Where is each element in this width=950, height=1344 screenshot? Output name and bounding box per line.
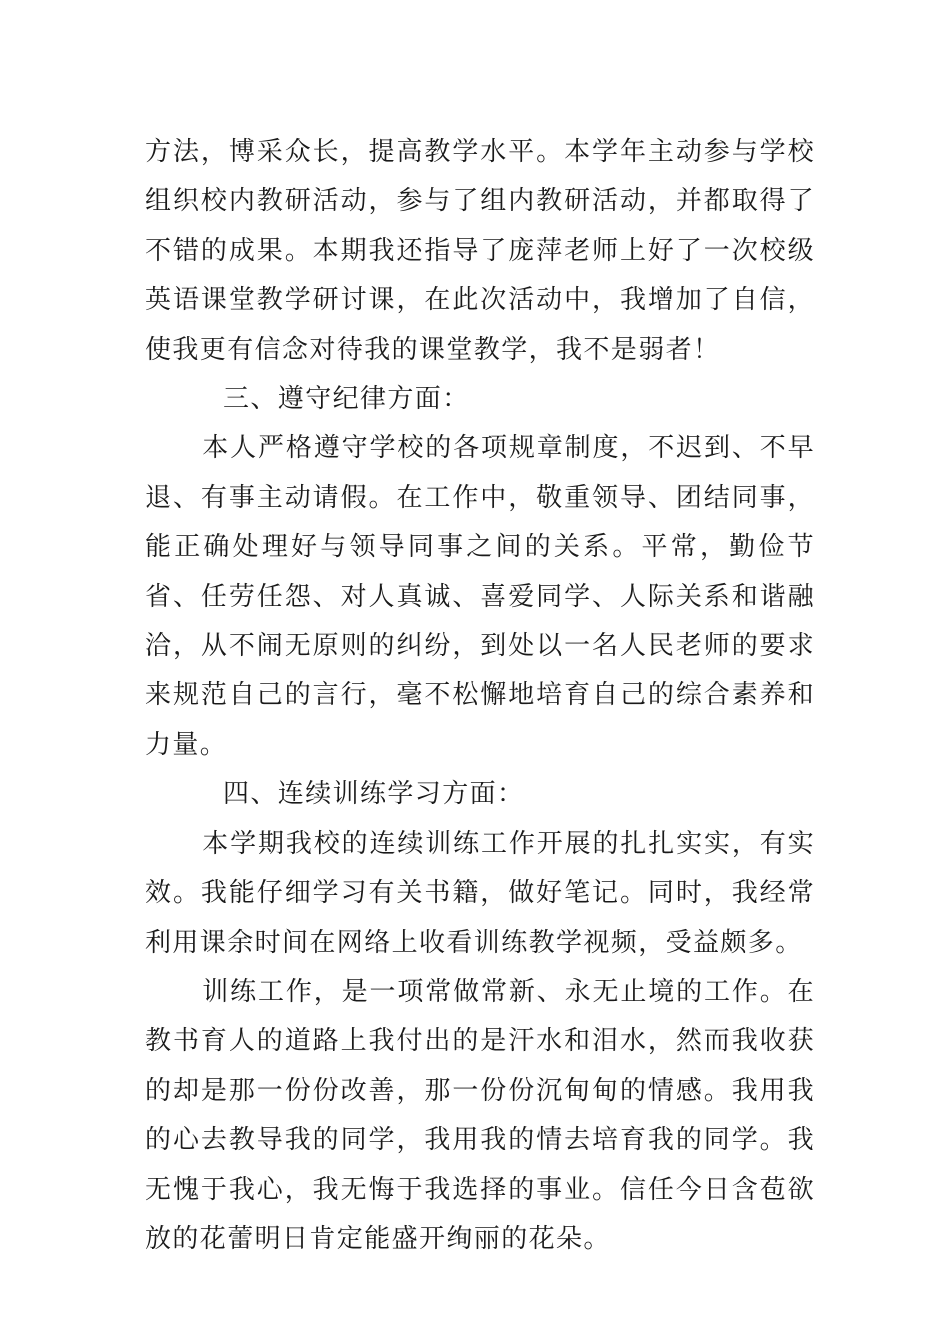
paragraph-discipline: 本人严格遵守学校的各项规章制度，不迟到、不早退、有事主动请假。在工作中，敬重领导、团结同事，能正确处理好与领导同事之间的关系。平常，勤俭节省、任劳任怨、对人真诚、喜爱同学、人际关系和谐融洽，从不闹无原则的纠纷，到处以一名人民老师的要求来规范自己的言行，毫不松懈地培育自己的综合素养和力量。 xyxy=(145,433,815,760)
paragraph-continued-teaching-methods: 方法，博采众长，提高教学水平。本学年主动参与学校组织校内教研活动，参与了组内教研活动，并都取得了不错的成果。本期我还指导了庞萍老师上好了一次校级英语课堂教学研讨课，在此次活动中，我增加了自信，使我更有信念对待我的课堂教学，我不是弱者！ xyxy=(145,137,815,365)
document-body xyxy=(145,128,815,1264)
paragraph-conclusion: 训练工作，是一项常做常新、永无止境的工作。在教书育人的道路上我付出的是汗水和泪水，然而我收获的却是那一份份改善，那一份份沉甸甸的情感。我用我的心去教导我的同学，我用我的情去培育我的同学。我无愧于我心，我无悔于我选择的事业。信任今日含苞欲放的花蕾明日肯定能盛开绚丽的花朵。 xyxy=(145,976,815,1254)
paragraph-continuous-training: 本学期我校的连续训练工作开展的扎扎实实，有实效。我能仔细学习有关书籍，做好笔记。同时，我经常利用课余时间在网络上收看训练教学视频，受益颇多。 xyxy=(145,828,815,958)
section-heading-discipline: 三、遵守纪律方面： xyxy=(223,384,470,415)
section-heading-continuous-training: 四、连续训练学习方面： xyxy=(223,779,525,810)
